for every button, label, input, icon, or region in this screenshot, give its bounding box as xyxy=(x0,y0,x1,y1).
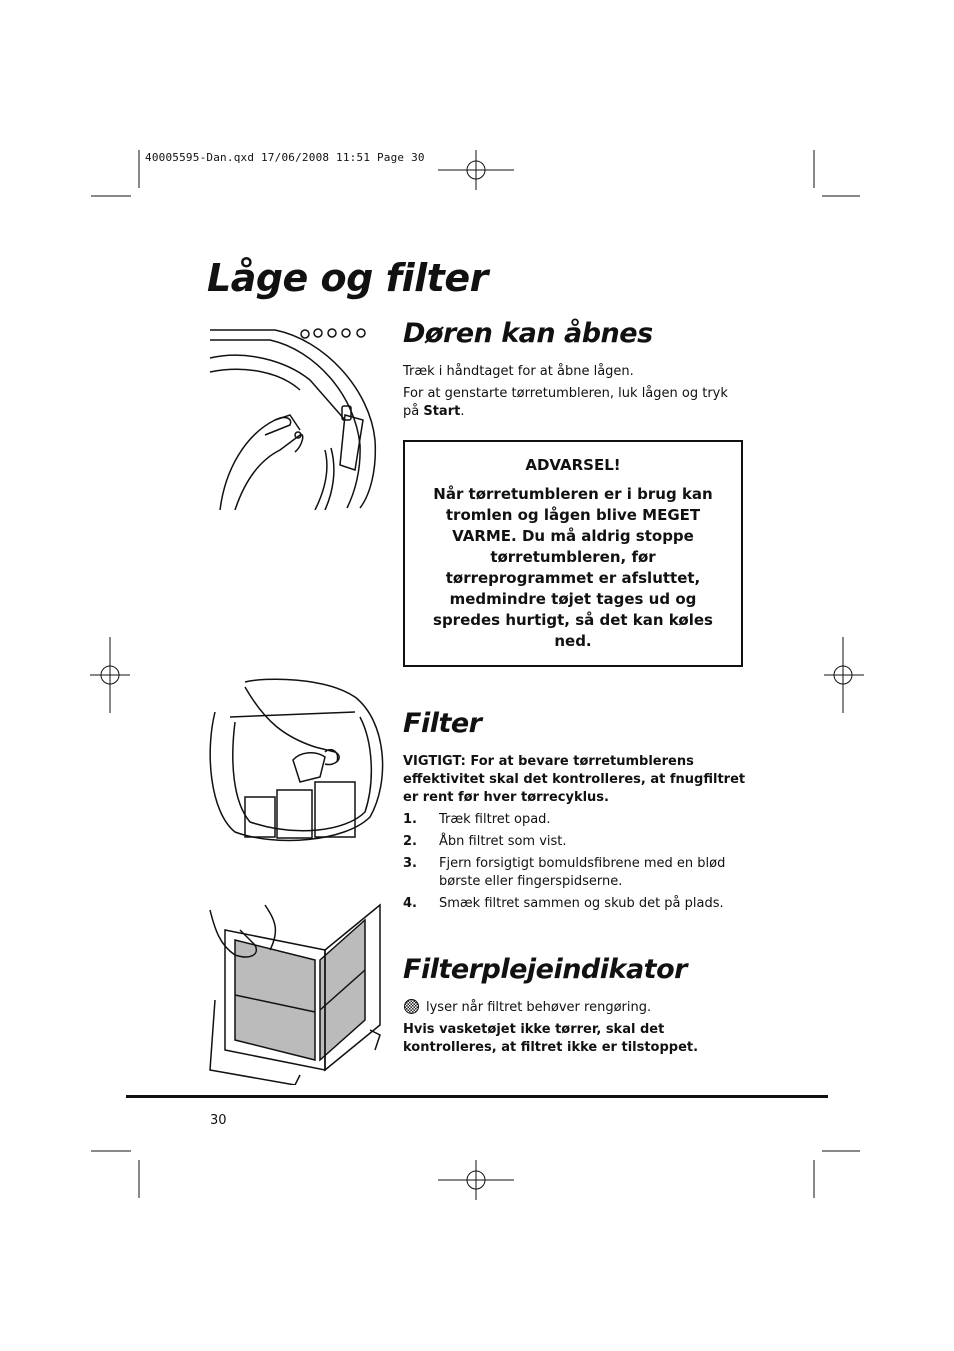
page-number: 30 xyxy=(210,1113,227,1128)
indicator-line-1-text: lyser når filtret behøver rengøring. xyxy=(426,1000,652,1015)
step-text: Fjern forsigtigt bomuldsfibrene med en blød børste eller fingerspidserne. xyxy=(439,856,726,889)
warning-title: ADVARSEL! xyxy=(525,456,621,474)
filter-step xyxy=(403,855,748,891)
door-line-2 xyxy=(403,385,748,421)
filter-step xyxy=(403,895,748,913)
door-line-1: Træk i håndtaget for at åbne lågen. xyxy=(403,364,634,379)
filter-important: VIGTIGT: For at bevare tørretumblerens effektivitet skal det kontrolleres, at fnugfiltret er rent før hver tørrecyklus. xyxy=(403,754,746,805)
filter-step xyxy=(403,833,748,851)
door-line-2-pre: For at genstarte tørretumbleren, luk lågen og tryk på xyxy=(403,386,728,419)
step-number: 2. xyxy=(403,834,417,849)
step-text: Smæk filtret sammen og skub det på plads. xyxy=(439,896,724,911)
filter-step xyxy=(403,811,748,829)
warning-box xyxy=(403,440,743,667)
step-number: 4. xyxy=(403,896,417,911)
open-filter-illustration xyxy=(205,900,390,1085)
filter-steps xyxy=(403,811,748,913)
door-text xyxy=(403,363,748,421)
step-number: 3. xyxy=(403,856,417,871)
indicator-line-1 xyxy=(403,999,748,1017)
step-number: 1. xyxy=(403,812,417,827)
indicator-line-2: Hvis vasketøjet ikke tørrer, skal det kontrolleres, at filtret ikke er tilstoppet. xyxy=(403,1022,699,1055)
door-heading: Døren kan åbnes xyxy=(403,318,653,349)
step-text: Åbn filtret som vist. xyxy=(439,834,567,849)
filter-removal-illustration xyxy=(205,672,390,847)
footer-rule xyxy=(126,1095,828,1098)
filter-indicator-icon xyxy=(403,999,420,1014)
start-label: Start xyxy=(423,404,461,419)
filter-heading: Filter xyxy=(403,708,482,739)
door-opening-illustration xyxy=(205,320,390,510)
indicator-heading: Filterplejeindikator xyxy=(403,954,687,985)
print-slug: 40005595-Dan.qxd 17/06/2008 11:51 Page 30 xyxy=(145,151,425,164)
step-text: Træk filtret opad. xyxy=(439,812,551,827)
warning-body: Når tørretumbleren er i brug kan tromlen og lågen blive MEGET VARME. Du må aldrig stoppe tørretumbleren, før tørreprogrammet er afsluttet, medmindre tøjet tages ud og spredes hurtigt, så det kan køles ned. xyxy=(433,485,713,650)
page-title: Låge og filter xyxy=(207,256,488,300)
door-line-2-post: . xyxy=(460,404,465,419)
